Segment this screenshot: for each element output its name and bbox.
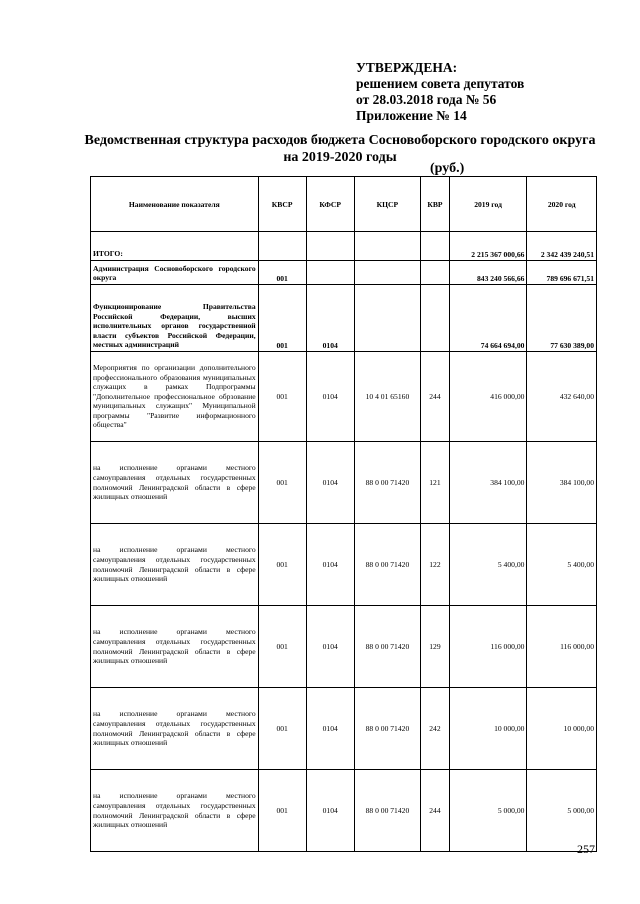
cell-kvsr: 001	[258, 770, 306, 852]
cell-kcsr	[354, 261, 420, 285]
cell-kvr: 121	[421, 442, 450, 524]
cell-name: Администрация Сосновоборского городского округа	[91, 261, 259, 285]
cell-kvr: 122	[421, 524, 450, 606]
cell-kvsr: 001	[258, 442, 306, 524]
cell-kcsr	[354, 232, 420, 261]
cell-kcsr: 88 0 00 71420	[354, 606, 420, 688]
cell-name: на исполнение органами местного самоуправления отдельных государственных полномочий Ленинградской области в сфере жилищных отношений	[91, 770, 259, 852]
document-title-line2: на 2019-2020 годы	[283, 150, 397, 165]
cell-name: на исполнение органами местного самоуправления отдельных государственных полномочий Ленинградской области в сфере жилищных отношений	[91, 524, 259, 606]
cell-name: на исполнение органами местного самоуправления отдельных государственных полномочий Ленинградской области в сфере жилищных отношений	[91, 688, 259, 770]
cell-2020: 5 400,00	[527, 524, 597, 606]
col-header-2020: 2020 год	[527, 177, 597, 232]
approval-decision: решением совета депутатов	[356, 76, 525, 91]
table-row	[91, 261, 597, 285]
cell-kfsr: 0104	[306, 285, 354, 352]
cell-kvsr: 001	[258, 606, 306, 688]
cell-2020: 116 000,00	[527, 606, 597, 688]
cell-2019: 416 000,00	[449, 352, 527, 442]
cell-kfsr	[306, 232, 354, 261]
cell-kcsr: 88 0 00 71420	[354, 524, 420, 606]
cell-2020: 77 630 389,00	[527, 285, 597, 352]
cell-name: ИТОГО:	[91, 232, 259, 261]
cell-2019: 116 000,00	[449, 606, 527, 688]
cell-kfsr: 0104	[306, 524, 354, 606]
cell-kfsr	[306, 261, 354, 285]
cell-2020: 384 100,00	[527, 442, 597, 524]
cell-kvsr: 001	[258, 352, 306, 442]
cell-kvsr: 001	[258, 285, 306, 352]
cell-kcsr: 10 4 01 65160	[354, 352, 420, 442]
col-header-kfsr: КФСР	[306, 177, 354, 232]
cell-2020: 5 000,00	[527, 770, 597, 852]
cell-kvr	[421, 285, 450, 352]
cell-name: на исполнение органами местного самоуправления отдельных государственных полномочий Ленинградской области в сфере жилищных отношений	[91, 606, 259, 688]
cell-kfsr: 0104	[306, 688, 354, 770]
cell-kcsr: 88 0 00 71420	[354, 770, 420, 852]
cell-2019: 2 215 367 000,66	[449, 232, 527, 261]
table-row	[91, 442, 597, 524]
cell-kvr: 242	[421, 688, 450, 770]
approval-header	[356, 60, 524, 124]
col-header-kcsr: КЦСР	[354, 177, 420, 232]
budget-table	[90, 176, 597, 852]
cell-kfsr: 0104	[306, 352, 354, 442]
cell-kvsr: 001	[258, 261, 306, 285]
cell-2020: 2 342 439 240,51	[527, 232, 597, 261]
cell-kvsr: 001	[258, 524, 306, 606]
cell-name: на исполнение органами местного самоуправления отдельных государственных полномочий Ленинградской области в сфере жилищных отношений	[91, 442, 259, 524]
cell-kvr	[421, 261, 450, 285]
cell-kvr: 244	[421, 352, 450, 442]
cell-2019: 5 400,00	[449, 524, 527, 606]
cell-2020: 789 696 671,51	[527, 261, 597, 285]
page-number: 257	[577, 842, 595, 856]
cell-kcsr: 88 0 00 71420	[354, 688, 420, 770]
table-row-total	[91, 232, 597, 261]
table-row	[91, 688, 597, 770]
cell-name: Мероприятия по организации дополнительного профессионального образования муниципальных служащих в рамках Подпрограммы "Дополнительное профессиональное обрзование муниципальных служащих" Муниципальной программы "Развитие информационного общества"	[91, 352, 259, 442]
table-row	[91, 606, 597, 688]
cell-kvsr: 001	[258, 688, 306, 770]
cell-kvr: 244	[421, 770, 450, 852]
cell-kfsr: 0104	[306, 606, 354, 688]
col-header-name: Наименование показателя	[91, 177, 259, 232]
cell-2019: 10 000,00	[449, 688, 527, 770]
currency-unit: (руб.)	[430, 161, 465, 176]
col-header-kvr: КВР	[421, 177, 450, 232]
cell-kvr	[421, 232, 450, 261]
table-row	[91, 352, 597, 442]
table-row	[91, 524, 597, 606]
cell-2019: 843 240 566,66	[449, 261, 527, 285]
cell-kcsr: 88 0 00 71420	[354, 442, 420, 524]
cell-kcsr	[354, 285, 420, 352]
col-header-kvsr: КВСР	[258, 177, 306, 232]
document-title-line1: Ведомственная структура расходов бюджета Сосновоборского городского округа	[84, 133, 596, 148]
cell-kvsr	[258, 232, 306, 261]
table-row	[91, 770, 597, 852]
cell-kfsr: 0104	[306, 442, 354, 524]
approval-date: от 28.03.2018 года № 56	[356, 92, 497, 107]
cell-kvr: 129	[421, 606, 450, 688]
cell-2020: 10 000,00	[527, 688, 597, 770]
cell-kfsr: 0104	[306, 770, 354, 852]
col-header-2019: 2019 год	[449, 177, 527, 232]
approval-title: УТВЕРЖДЕНА:	[356, 60, 458, 75]
table-row	[91, 285, 597, 352]
document-title	[60, 132, 620, 166]
cell-2019: 384 100,00	[449, 442, 527, 524]
cell-2019: 74 664 694,00	[449, 285, 527, 352]
cell-2019: 5 000,00	[449, 770, 527, 852]
cell-name: Функционирование Правительства Российской Федерации, высших исполнительных органов государственной власти субъектов Российской Федерации, местных администраций	[91, 285, 259, 352]
cell-2020: 432 640,00	[527, 352, 597, 442]
appendix-number: Приложение № 14	[356, 108, 467, 123]
table-header-row	[91, 177, 597, 232]
